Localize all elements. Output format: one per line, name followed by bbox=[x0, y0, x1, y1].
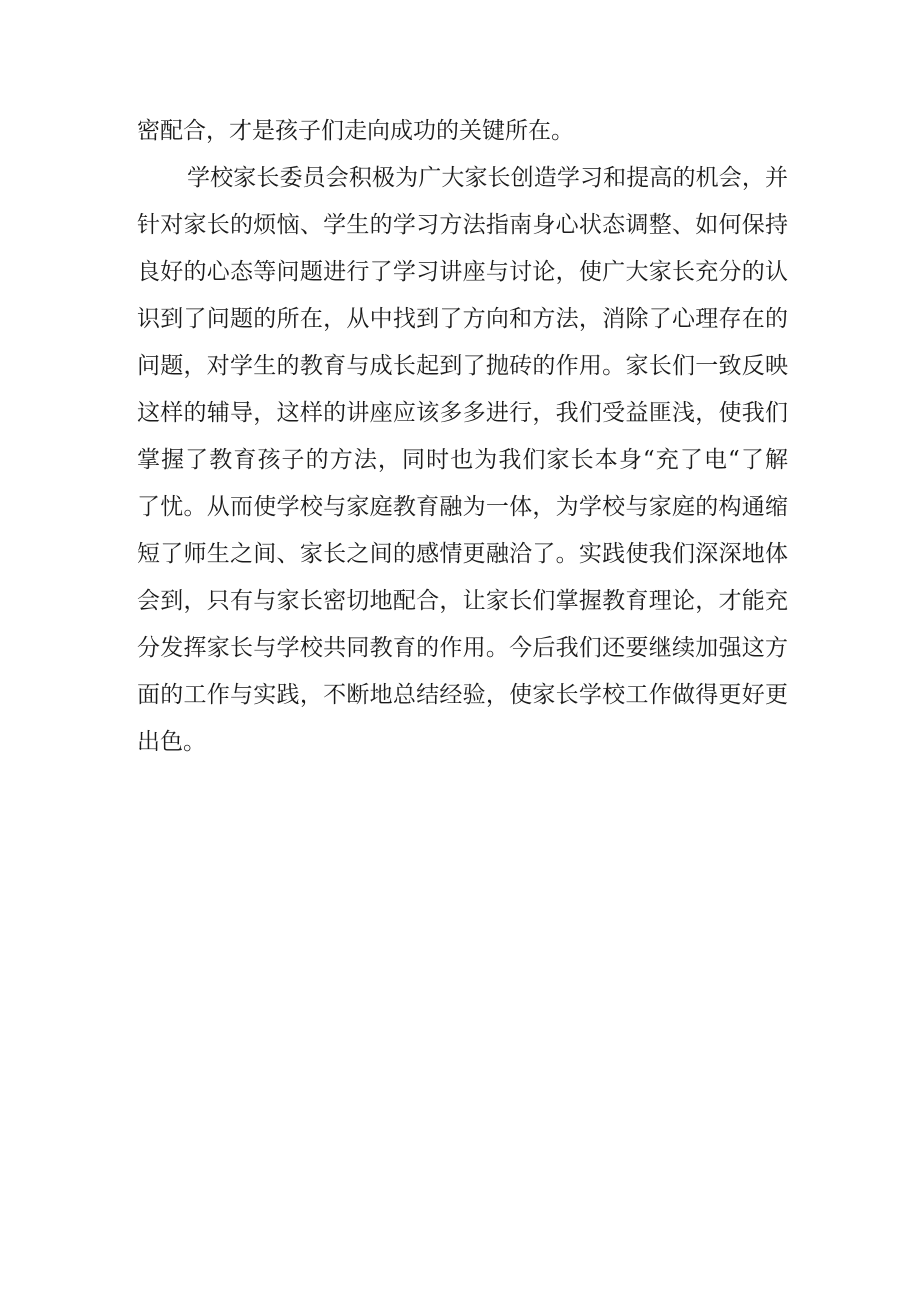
text-line: 学校家长委员会积极为广大家长创造学习和提高的机会，并 bbox=[187, 165, 788, 191]
text-line: 掌握了教育孩子的方法，同时也为我们家长本身“充了电“了解 bbox=[137, 447, 788, 473]
text-line: 针对家长的烦恼、学生的学习方法指南身心状态调整、如何保持 bbox=[137, 212, 788, 238]
text-line: 识到了问题的所在，从中找到了方向和方法，消除了心理存在的 bbox=[137, 306, 788, 332]
paragraph-2 bbox=[137, 155, 788, 766]
text-line: 分发挥家长与学校共同教育的作用。今后我们还要继续加强这方 bbox=[137, 635, 788, 661]
text-line: 短了师生之间、家长之间的感情更融洽了。实践使我们深深地体 bbox=[137, 541, 788, 567]
text-line: 了忧。从而使学校与家庭教育融为一体，为学校与家庭的构通缩 bbox=[137, 494, 788, 520]
text-line: 良好的心态等问题进行了学习讲座与讨论，使广大家长充分的认 bbox=[137, 259, 788, 285]
document-body bbox=[137, 108, 788, 766]
text-line: 出色。 bbox=[137, 729, 206, 755]
text-line: 会到，只有与家长密切地配合，让家长们掌握教育理论，才能充 bbox=[137, 588, 788, 614]
text-line: 密配合，才是孩子们走向成功的关键所在。 bbox=[137, 118, 574, 144]
text-line: 这样的辅导，这样的讲座应该多多进行，我们受益匪浅，使我们 bbox=[137, 400, 788, 426]
text-line: 面的工作与实践，不断地总结经验，使家长学校工作做得更好更 bbox=[137, 682, 788, 708]
paragraph-1 bbox=[137, 108, 788, 155]
text-line: 问题，对学生的教育与成长起到了抛砖的作用。家长们一致反映 bbox=[137, 353, 788, 379]
